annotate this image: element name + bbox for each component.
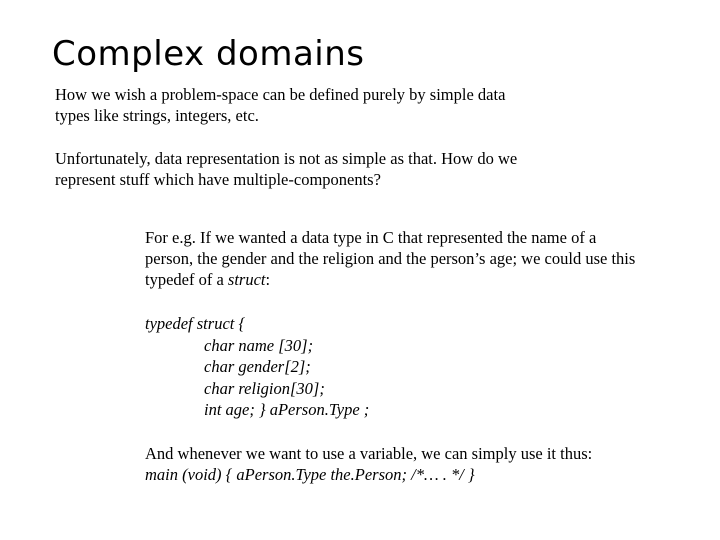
code-line-main: main (void) { aPerson.Type the.Person; /*… . */ } [145, 465, 475, 484]
paragraph-line: For e.g. If we wanted a data type in C that represented the name of a [145, 228, 597, 247]
paragraph-usage [145, 443, 592, 485]
slide-title: Complex domains [52, 34, 365, 74]
code-line: int age; } aPerson.Type ; [204, 400, 370, 419]
code-line: char name [30]; [204, 335, 314, 355]
paragraph-line: types like strings, integers, etc. [55, 106, 259, 125]
paragraph-line [145, 269, 635, 290]
code-line: char religion[30]; [204, 378, 325, 398]
paragraph-struct-example [145, 227, 635, 290]
code-block [145, 313, 369, 421]
paragraph-line: Unfortunately, data representation is not as simple as that. How do we [55, 149, 518, 168]
paragraph-data-representation [55, 148, 517, 190]
paragraph-line: How we wish a problem-space can be defined purely by simple data [55, 85, 506, 104]
code-line: typedef struct { [145, 314, 246, 333]
struct-keyword: struct [227, 270, 266, 289]
paragraph-problem-space [55, 84, 505, 126]
text-prefix: typedef of a [145, 270, 228, 289]
paragraph-line: And whenever we want to use a variable, we can simply use it thus: [145, 444, 593, 463]
text-suffix: : [265, 270, 271, 289]
paragraph-line: represent stuff which have multiple-components? [55, 170, 381, 189]
paragraph-line: person, the gender and the religion and the person’s age; we could use this [145, 249, 636, 268]
code-line: char gender[2]; [204, 357, 311, 376]
